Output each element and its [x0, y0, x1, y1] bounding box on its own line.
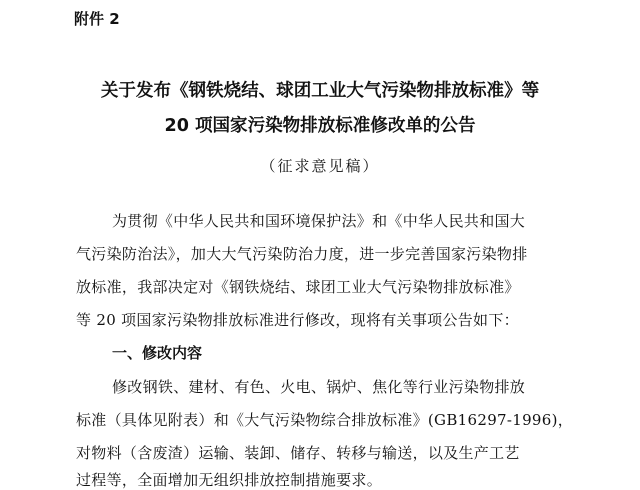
- paragraph-1-line-1: 为贯彻《中华人民共和国环境保护法》和《中华人民共和国大: [112, 212, 526, 230]
- paragraph-1-line-4: 等 20 项国家污染物排放标准进行修改，现将有关事项公告如下：: [76, 311, 519, 329]
- title-line-1: 关于发布《钢铁烧结、球团工业大气污染物排放标准》等: [100, 81, 540, 101]
- section-1-line-1: 修改钢铁、建材、有色、火电、锅炉、焦化等行业污染物排放: [112, 378, 526, 396]
- paragraph-1-line-2: 气污染防治法》，加大大气污染防治力度，进一步完善国家污染物排: [76, 245, 528, 263]
- subtitle: （征求意见稿）: [260, 157, 380, 175]
- section-1-line-2: 标准（具体见附表）和《大气污染物综合排放标准》(GB16297-1996)，: [76, 411, 574, 429]
- section-1-line-3: 对物料（含废渣）运输、装卸、储存、转移与输送，以及生产工艺: [76, 444, 520, 462]
- attachment-label: 附件 2: [74, 10, 120, 28]
- section-1-heading: 一、修改内容: [112, 344, 203, 362]
- paragraph-1-line-3: 放标准，我部决定对《钢铁烧结、球团工业大气污染物排放标准》: [76, 278, 520, 296]
- title-line-2: 20 项国家污染物排放标准修改单的公告: [164, 116, 476, 136]
- section-1-line-4: 过程等，全面增加无组织排放控制措施要求。: [76, 471, 383, 489]
